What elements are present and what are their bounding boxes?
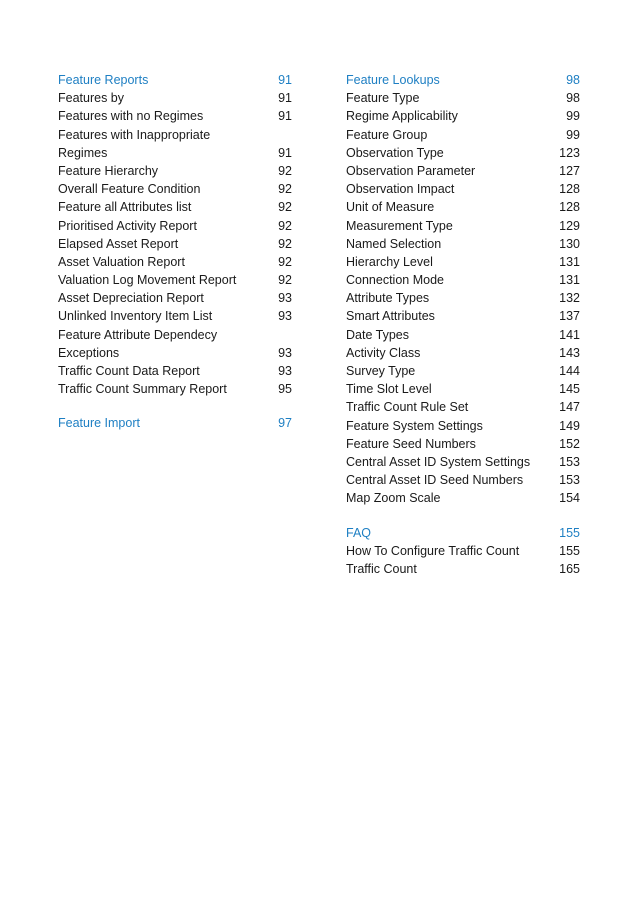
toc-entry-label: Survey Type — [346, 364, 416, 378]
toc-entry-page-number: 149 — [559, 418, 580, 433]
toc-entry-central-asset-id-seed-numbers[interactable] — [346, 471, 580, 489]
toc-entry-unit-of-measure[interactable] — [346, 198, 580, 216]
toc-entry-label: Elapsed Asset Report — [58, 236, 179, 251]
toc-entry-label: Connection Mode — [346, 273, 444, 288]
toc-entry-page-number: 91 — [278, 91, 292, 106]
toc-entry-label: Central Asset ID Seed Numbers — [346, 473, 524, 488]
toc-entry-label: FAQ — [346, 525, 372, 540]
toc-entry-label: Feature Attribute Dependecy — [58, 327, 218, 342]
toc-entry-page-number: 154 — [559, 491, 580, 506]
toc-entry-feature-all-attributes-list[interactable] — [58, 198, 292, 216]
toc-entry-page-number: 92 — [278, 218, 292, 233]
toc-entry-page-number: 127 — [559, 163, 580, 178]
toc-entry-valuation-log-movement-report[interactable] — [58, 271, 292, 289]
toc-entry-features-by[interactable] — [58, 89, 292, 107]
toc-entry-label: Time Slot Level — [346, 382, 432, 397]
toc-section-heading-faq[interactable] — [346, 524, 580, 542]
toc-entry-page-number: 95 — [278, 382, 292, 397]
toc-entry-asset-valuation-report[interactable] — [58, 253, 292, 271]
toc-entry-label: Features with Inappropriate — [58, 127, 211, 142]
toc-entry-page-number: 132 — [559, 291, 580, 306]
toc-entry-label: Feature Type — [346, 91, 420, 106]
toc-entry-regime-applicability[interactable] — [346, 107, 580, 125]
toc-entry-feature-seed-numbers[interactable] — [346, 435, 580, 453]
toc-entry-feature-type[interactable] — [346, 89, 580, 107]
toc-entry-label: Exceptions — [58, 345, 120, 360]
toc-entry-smart-attributes[interactable] — [346, 307, 580, 325]
toc-entry-survey-type[interactable] — [346, 362, 580, 380]
toc-entry-page-number: 93 — [278, 364, 292, 378]
toc-entry-page-number: 153 — [559, 454, 580, 469]
toc-entry-page-number: 93 — [278, 345, 292, 360]
toc-entry-page-number: 123 — [559, 145, 580, 160]
toc-entry-label: Measurement Type — [346, 218, 453, 233]
toc-entry-label: Traffic Count — [346, 561, 417, 576]
toc-entry-page-number: 93 — [278, 309, 292, 324]
toc-entry-page-number: 93 — [278, 291, 292, 306]
toc-entry-attribute-types[interactable] — [346, 289, 580, 307]
toc-entry-page-number: 143 — [559, 345, 580, 360]
toc-entry-label: Prioritised Activity Report — [58, 218, 197, 233]
toc-entry-page-number: 98 — [566, 73, 580, 87]
toc-right-column — [346, 71, 580, 578]
toc-entry-label: Asset Depreciation Report — [58, 291, 204, 306]
toc-entry-page-number: 131 — [559, 273, 580, 288]
toc-entry-label: Unit of Measure — [346, 200, 435, 215]
toc-entry-label: Asset Valuation Report — [58, 254, 185, 269]
toc-entry-page-number: 92 — [278, 273, 292, 288]
toc-entry-prioritised-activity-report[interactable] — [58, 217, 292, 235]
toc-entry-label: Feature Reports — [58, 73, 149, 87]
toc-entry-page-number: 92 — [278, 163, 292, 178]
toc-entry-hierarchy-level[interactable] — [346, 253, 580, 271]
toc-entry-label: Overall Feature Condition — [58, 182, 201, 197]
toc-entry-page-number: 145 — [559, 382, 580, 397]
toc-entry-label: How To Configure Traffic Count — [346, 543, 520, 558]
toc-entry-page-number: 129 — [559, 218, 580, 233]
toc-entry-exceptions[interactable] — [58, 344, 292, 362]
toc-entry-page-number: 131 — [559, 254, 580, 269]
toc-entry-observation-impact[interactable] — [346, 180, 580, 198]
toc-entry-asset-depreciation-report[interactable] — [58, 289, 292, 307]
toc-entry-label: Smart Attributes — [346, 309, 435, 324]
toc-entry-page-number: 153 — [559, 473, 580, 488]
toc-entry-time-slot-level[interactable] — [346, 380, 580, 398]
toc-entry-page-number: 98 — [566, 91, 580, 106]
toc-section-heading-feature-reports[interactable] — [58, 71, 292, 89]
toc-entry-page-number: 99 — [566, 109, 580, 124]
toc-left-column — [58, 71, 292, 433]
toc-entry-label: Map Zoom Scale — [346, 491, 441, 506]
toc-entry-feature-hierarchy[interactable] — [58, 162, 292, 180]
toc-entry-named-selection[interactable] — [346, 235, 580, 253]
toc-entry-traffic-count[interactable] — [346, 560, 580, 578]
toc-entry-traffic-count-data-report[interactable] — [58, 362, 292, 380]
toc-entry-page-number: 141 — [559, 327, 580, 342]
toc-entry-label: Feature Hierarchy — [58, 163, 159, 178]
toc-entry-feature-system-settings[interactable] — [346, 417, 580, 435]
toc-entry-page-number: 92 — [278, 182, 292, 197]
toc-section-heading-feature-import[interactable] — [58, 414, 292, 432]
toc-entry-regimes[interactable] — [58, 144, 292, 162]
toc-entry-label: Feature all Attributes list — [58, 200, 192, 215]
toc-entry-label: Observation Type — [346, 145, 444, 160]
toc-entry-overall-feature-condition[interactable] — [58, 180, 292, 198]
toc-section-heading-feature-lookups[interactable] — [346, 71, 580, 89]
toc-entry-observation-parameter[interactable] — [346, 162, 580, 180]
toc-entry-traffic-count-summary-report[interactable] — [58, 380, 292, 398]
toc-entry-page-number: 91 — [278, 73, 292, 87]
toc-entry-page-number: 137 — [559, 309, 580, 324]
toc-entry-page-number: 155 — [559, 543, 580, 558]
toc-entry-page-number: 144 — [559, 364, 580, 378]
toc-entry-label: Hierarchy Level — [346, 254, 433, 269]
toc-entry-label: Unlinked Inventory Item List — [58, 309, 213, 324]
toc-entry-features-with-no-regimes[interactable] — [58, 107, 292, 125]
toc-entry-label: Traffic Count Summary Report — [58, 382, 227, 397]
toc-entry-page-number: 92 — [278, 254, 292, 269]
toc-entry-page-number: 91 — [278, 109, 292, 124]
toc-entry-label: Feature Lookups — [346, 73, 440, 87]
toc-entry-map-zoom-scale[interactable] — [346, 489, 580, 507]
toc-entry-page-number: 99 — [566, 127, 580, 142]
section-gap — [58, 398, 292, 414]
toc-entry-page-number: 91 — [278, 145, 292, 160]
toc-entry-label: Observation Impact — [346, 182, 455, 197]
toc-entry-measurement-type[interactable] — [346, 217, 580, 235]
toc-entry-label: Feature Seed Numbers — [346, 436, 476, 451]
toc-entry-elapsed-asset-report[interactable] — [58, 235, 292, 253]
toc-entry-page-number: 152 — [559, 436, 580, 451]
toc-entry-page-number: 128 — [559, 182, 580, 197]
toc-entry-label: Feature Group — [346, 127, 428, 142]
toc-entry-label: Regime Applicability — [346, 109, 458, 124]
toc-entry-label: Attribute Types — [346, 291, 430, 306]
toc-entry-label: Features with no Regimes — [58, 109, 204, 124]
toc-entry-label: Feature Import — [58, 416, 140, 431]
toc-entry-label: Traffic Count Data Report — [58, 364, 200, 378]
toc-entry-how-to-configure-traffic-count[interactable] — [346, 542, 580, 560]
toc-entry-date-types[interactable] — [346, 326, 580, 344]
toc-entry-activity-class[interactable] — [346, 344, 580, 362]
toc-entry-page-number: 155 — [559, 525, 580, 540]
toc-entry-label: Observation Parameter — [346, 163, 476, 178]
toc-entry-label: Date Types — [346, 327, 410, 342]
toc-entry-connection-mode[interactable] — [346, 271, 580, 289]
toc-entry-page-number: 128 — [559, 200, 580, 215]
toc-entry-page-number: 165 — [559, 561, 580, 576]
toc-entry-page-number: 92 — [278, 200, 292, 215]
toc-entry-unlinked-inventory-item-list[interactable] — [58, 307, 292, 325]
toc-entry-label: Central Asset ID System Settings — [346, 454, 531, 469]
toc-entry-label: Regimes — [58, 145, 108, 160]
section-gap — [346, 508, 580, 524]
toc-entry-page-number: 130 — [559, 236, 580, 251]
toc-entry-feature-attribute-dependecy[interactable] — [58, 326, 292, 344]
toc-entry-label: Activity Class — [346, 345, 421, 360]
toc-entry-features-with-inappropriate[interactable] — [58, 126, 292, 144]
toc-entry-traffic-count-rule-set[interactable] — [346, 398, 580, 416]
toc-entry-page-number: 92 — [278, 236, 292, 251]
toc-entry-central-asset-id-system-settings[interactable] — [346, 453, 580, 471]
toc-entry-page-number: 97 — [278, 416, 292, 431]
toc-entry-label: Features by — [58, 91, 125, 106]
toc-entry-feature-group[interactable] — [346, 126, 580, 144]
toc-entry-label: Feature System Settings — [346, 418, 483, 433]
toc-entry-page-number: 147 — [559, 400, 580, 415]
toc-entry-label: Valuation Log Movement Report — [58, 273, 237, 288]
toc-entry-observation-type[interactable] — [346, 144, 580, 162]
toc-entry-label: Named Selection — [346, 236, 442, 251]
toc-entry-label: Traffic Count Rule Set — [346, 400, 469, 415]
